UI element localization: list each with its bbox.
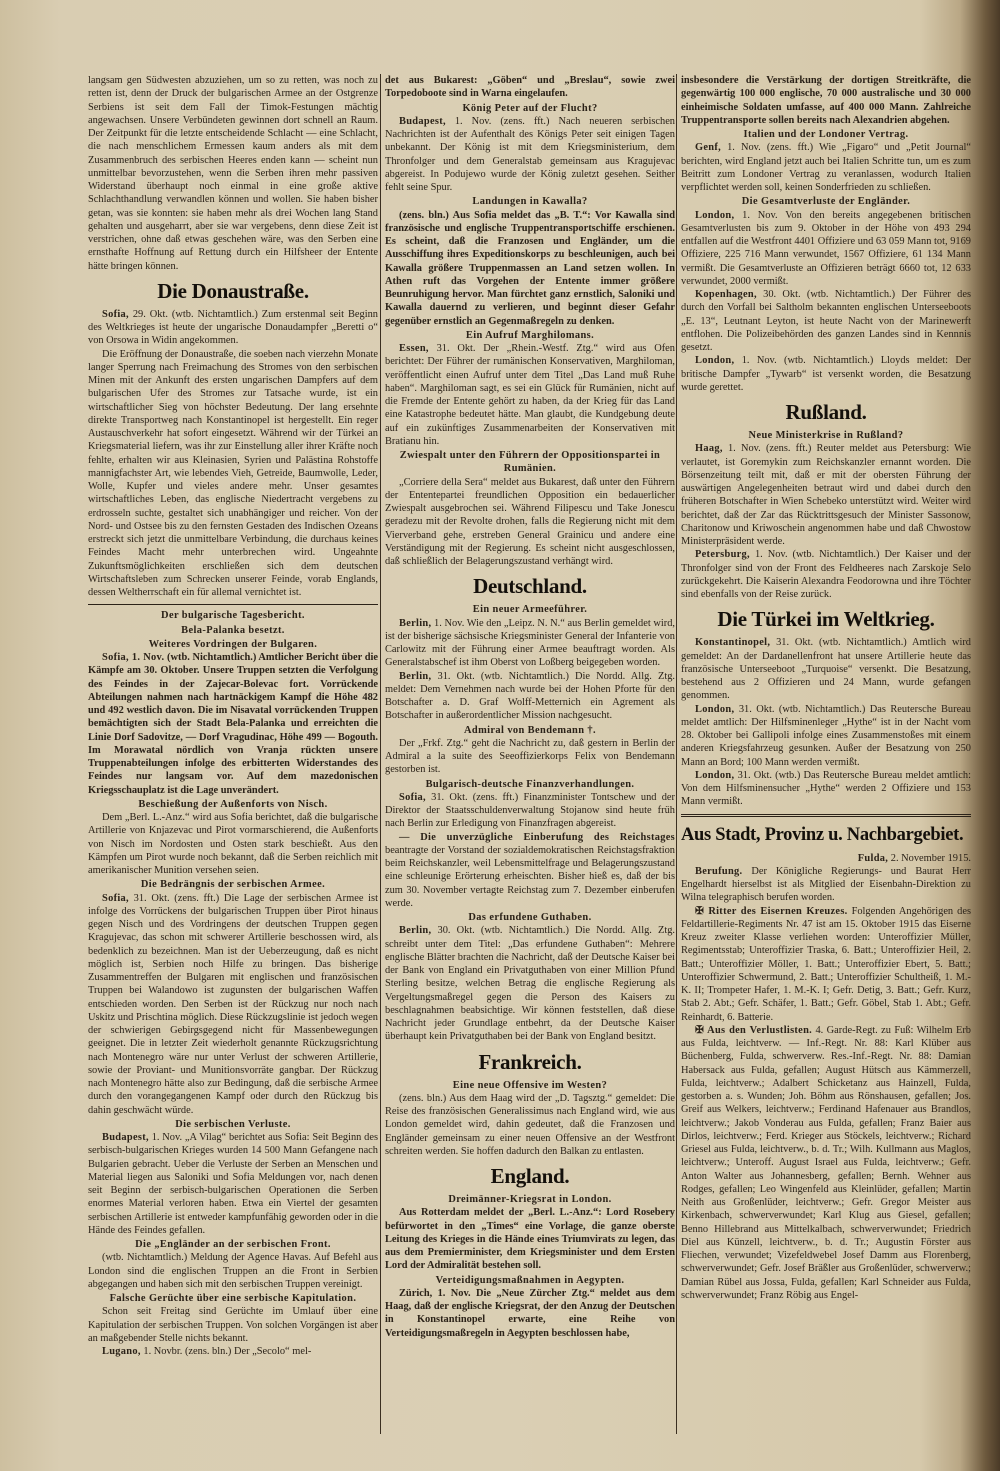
article-headline: Dreimänner-Kriegsrat in London.: [448, 1194, 612, 1205]
paragraph-text: 1. Nov. (zens. fft.) Nach neueren serbischen Nachrichten ist der Aufenthalt des Königs Peter seit einigen Tagen unbekannt. Der König ist mit dem Kriegsministerium, dem Thronfolger und dem Generalstab gemeinsam aus Kragujevac abgereist. In Podujewo wurde der König zuletzt gesehen. Seither fehlt seine Spur.: [385, 115, 675, 193]
paragraph-text: Der „Frkf. Ztg.“ geht die Nachricht zu, daß gestern in Berlin der Admiral a la suite des Seeoffizierkorps Felix von Bendemann gestorben ist.: [385, 737, 675, 776]
article-paragraph: [88, 348, 378, 600]
paragraph-text: 31. Okt. (zens. fft.) Finanzminister Tontschew und der Direktor der Staatsschuldenverwaltung Stojanow sind heute früh nach Berlin zur Erledigung von Finanzfragen abgereist.: [385, 791, 675, 830]
dateline: ✠ Aus den Verlustlisten.: [695, 1024, 813, 1036]
paragraph-text: Die Eröffnung der Donaustraße, die soeben nach vierzehn Monate langer Sperrung nach Freimachung des Stromes von den serbischen Minen mit der Ankunft des ersten ungarischen Dampfers auf dem bulgarischen Ufer des Stromes zur Tatsache wurde, ist ein wirtschaftlicher Sieg von höchster Bedeutung. Der lang ersehnte direkte Transportweg nach Konstantinopel ist hergestellt. Ein reger Austauschverkehr hat sofort eingesetzt. Während wir der Türkei an Kriegsmaterial liefern, was ihr zur Einstellung aller ihrer Kräfte noch fehlte, erhalten wir aus Kleinasien, Syrien und Palästina Rohstoffe mannigfachster Art, wie lebendes Vieh, Getreide, Baumwolle, Leder, Wolle, Kupfer und vieles andere mehr. Unser gesamtes wirtschaftliches Leben, das englische Niedertracht vergebens zu erdrosseln suchte, gestaltet sich unabhängiger und reicher. Von der Nord- und Ostsee bis zu den fernsten Gestaden des Indischen Ozeans erstreckt sich jetzt die unmittelbare Verbindung, die durchaus keines Feindes Macht mehr unterbrechen wird. Ungeahnte Zukunftsmöglichkeiten erschließen sich dem deutschen Wirtschaftsleben zum Schrecken unserer Feinde, vorab Englands, dessen Weltherrschaft ein für allemal vernichtet ist.: [88, 348, 378, 598]
dateline: Konstantinopel,: [695, 637, 771, 649]
article-headline: Bela-Palanka besetzt.: [181, 624, 285, 636]
article-headline: Die serbischen Verluste.: [175, 1118, 291, 1130]
section-heading: Aus Stadt, Provinz u. Nachbargebiet.: [681, 824, 964, 845]
article-paragraph: [385, 1206, 675, 1272]
article-paragraph: [88, 74, 378, 273]
column-divider: [380, 74, 381, 1434]
dateline: — Die unverzügliche Einberufung des Reichstages: [399, 831, 675, 843]
article-paragraph: [385, 737, 675, 777]
dateline: Budapest,: [102, 1132, 149, 1143]
dateline: Berlin,: [399, 617, 432, 629]
paragraph-text: (zens. bln.) Aus dem Haag wird der „D. Tagsztg.“ gemeldet: Die Reise des französischen Generalissimus nach England wird, wie aus London gemeldet wird, dahin gedeutet, daß die Franzosen und Engländer gemeinsam zu einer neuen Offensive an der Westfront schreiten werden. Sie hoffen dadurch den Balkan zu entlasten.: [385, 1092, 675, 1157]
article-paragraph: [88, 1345, 378, 1358]
article-headline: Bulgarisch-deutsche Finanzverhandlungen.: [425, 778, 635, 790]
dateline: Sofia,: [102, 892, 129, 904]
article-paragraph: [681, 769, 971, 809]
section-heading: Die Donaustraße.: [157, 278, 309, 303]
dateline: Essen,: [399, 343, 429, 354]
dateline: Sofia,: [399, 791, 426, 803]
article-paragraph: [88, 811, 378, 877]
paragraph-text: Dem „Berl. L.-Anz.“ wird aus Sofia berichtet, daß die bulgarische Artillerie von Knjazevac und Pirot vormarschierend, die Außenforts von Nisch im Nordosten und Osten stark beschießt. Aus den Kämpfen um Pirot wurde noch bekannt, daß die Serben reichlich mit amerikanischer Munition versehen seien.: [88, 812, 378, 876]
paragraph-text: 30. Okt. (wtb. Nichtamtlich.) Die Nordd. Allg. Ztg. schreibt unter dem Titel: „Das erfundene Guthaben“: Mehrere englische Blätter brachten die Nachricht, daß der Deutsche Kaiser bei der Bank von England ein Privatguthaben von einer Million Pfund Sterling besitze, welchen Betrag die englische Regierung als Vergeltungsmaßregel gegen die Person des Kaisers zu beschlagnahmen beabsichtige. Wir können feststellen, daß diese Nachricht jeder Grundlage entbehrt, da der Deutsche Kaiser überhaupt kein Privatguthaben bei der Bank von England besitzt.: [385, 925, 675, 1043]
paragraph-text: (wtb. Nichtamtlich.) Amtlicher Bericht über die Kämpfe am 30. Oktober. Unsere Truppen setzten die Verfolgung des Feindes in der Zajecar-Bolevac fort. Vorrückende Abteilungen nahmen nach hartnäckigem Kampf die Höhe 482 und 492 westlich davon. Die im Nisavatal vorrückenden Truppen bemächtigten sich der Stadt Bela-Palanka und erreichten die Linie Dorf Sadovitze, — Dorf Vragudinac, Höhe 499 — Bogouth. Im Morawatal nördlich von Vranja rückten unsere Truppenabteilungen infolge des erbitterten Widerstandes des Feindes nur langsam vor. Auf dem mazedonischen Kriegsschauplatz ist die Lage unverändert.: [88, 652, 378, 796]
paragraph-text: (wtb. Nichtamtlich.) Meldung der Agence Havas. Auf Befehl aus London sind die englischen Truppen an die Front in Serbien abgegangen und haben sich mit den serbischen Truppen vereinigt.: [88, 1252, 378, 1290]
article-paragraph: [681, 905, 971, 1024]
paragraph-text: 31. Okt. (zens. fft.) Die Lage der serbischen Armee ist infolge des Vorrückens der bulgarischen Truppen über Pirot hinaus gegen Nisch und des Vordringens der deutschen Truppen gegen Kragujevac, das schon mit schwerer Artillerie beschossen wird, als bedenklich zu bezeichnen. Man ist der Ueberzeugung, daß es nicht möglich ist, Serbien noch Hilfe zu bringen. Das bisherige Zusammentreffen der Bulgaren mit englischen und französischen Truppen bei Walandowo ist zugunsten der bulgarischen Waffen entschieden worden. Den Serben ist der Rückzug nur noch nach Uskitz und Prischtina möglich. Diese Rückzugslinie ist jedoch wegen der schwierigen Gebirgsgegend nicht für Massenbewegungen geeignet. Die in letzter Zeit wiederholt genannte Rückzugsrichtung nach Montenegro wäre nur unter Verlust der schweren Artillerie, sowie der Proviant- und Munitionsvorräte gangbar. Der Rückzug nach Montenegro hätte also zur Bedingung, daß die serbische Armee durch den vorangegangenen Kampf oder durch den Rückzug bis dahin geschwächt würde.: [88, 892, 378, 1116]
article-headline: Beschießung der Außenforts von Nisch.: [138, 798, 328, 810]
dateline: Kopenhagen,: [695, 289, 757, 300]
article-paragraph: [385, 831, 675, 911]
paragraph-text: insbesondere die Verstärkung der dortigen Streitkräfte, die gegenwärtig 100 000 englische, 70 000 australische und 30 000 einheimische Soldaten umfasse, auf 400 000 Mann. Zahlreiche Truppentransporte sollen bereits nach Alexandrien abgehen.: [681, 75, 971, 126]
article-paragraph: [681, 548, 971, 601]
paragraph-text: (zens. bln.) Aus Sofia meldet das „B. T.“: Vor Kawalla sind französische und englische Truppentransportschiffe erschienen. Es scheint, daß die Franzosen und Engländer, um die Ausschiffung ihres Expeditionskorps zu beschleunigen, auch bei Kawalla größere Truppenmassen an Land setzen wollen. In Athen ruft das Vorgehen der Entente immer größere Beunruhigung hervor. Man fürchtet ganz ernstlich, Saloniki und Kawalla dauernd zu verlieren, und beginnt dieser Gefahr gegenüber ernstlich an Gegenmaßregeln zu denken.: [385, 209, 675, 327]
dateline: Berlin,: [399, 925, 432, 937]
article-paragraph: [385, 791, 675, 831]
dateline: London,: [695, 209, 735, 221]
article-paragraph: [385, 924, 675, 1043]
section-heading: Frankreich.: [478, 1049, 582, 1074]
article-headline: Falsche Gerüchte über eine serbische Kapitulation.: [109, 1293, 357, 1304]
article-headline: Neue Ministerkrise in Rußland?: [748, 430, 904, 441]
article-paragraph: [385, 670, 675, 723]
dateline: London,: [695, 355, 735, 367]
paragraph-text: 2. November 1915.: [888, 852, 971, 864]
paragraph-text: 1. Nov. Wie den „Leipz. N. N.“ aus Berlin gemeldet wird, ist der bisherige sächsische Kriegsminister General der Infanterie von Carlowitz mit der Führung einer Armee beauftragt worden. Als Generalstabschef ist ihm Oberst von Loßberg beigegeben worden.: [385, 617, 675, 669]
dateline: Genf,: [695, 142, 722, 154]
paragraph-text: 29. Okt. (wtb. Nichtamtlich.) Zum erstenmal seit Beginn des Weltkrieges ist heute der ungarische Donaudampfer „Beretti o“ von Orsowa in Widin angekommen.: [88, 308, 378, 347]
article-paragraph: [385, 209, 675, 328]
dateline: Sofia, 1. Nov.: [102, 652, 165, 663]
article-paragraph: [681, 442, 971, 548]
column-2: [385, 74, 675, 1340]
article-headline: König Peter auf der Flucht?: [462, 102, 598, 114]
column-1: [88, 74, 378, 1358]
paragraph-text: Zürich, 1. Nov. Die „Neue Zürcher Ztg.“ meldet aus dem Haag, daß der englische Kriegsrat, der den Anzug der Deutschen in Konstantinopel erwarte, eine Reihe von Verteidigungsmaßregeln in Aegypten beschlossen habe,: [385, 1287, 675, 1339]
article-headline: Landungen in Kawalla?: [472, 196, 588, 208]
section-divider: [88, 604, 378, 605]
article-paragraph: [681, 288, 971, 354]
article-paragraph: [88, 308, 378, 348]
paragraph-text: 1. Nov. Von den bereits angegebenen britischen Gesamtverlusten bis zum 9. Oktober in der Höhe von 493 294 entfallen auf die Westfront 4401 Offiziere und 63 059 Mann tot, 9169 Offiziere, 225 716 Mann verwundet, 1567 Offiziere, 61 134 Mann vermißt. Die Gesamtverluste an Offizieren beträgt 6660 tot, 12 633 verwundet, 2000 vermißt.: [681, 209, 971, 287]
paragraph-text: 1. Novbr. (zens. bln.) Der „Secolo“ mel-: [140, 1346, 312, 1357]
section-heading: Deutschland.: [473, 574, 587, 599]
article-headline: Italien und der Londoner Vertrag.: [743, 129, 909, 140]
article-headline: Die Bedrängnis der serbischen Armee.: [140, 879, 326, 891]
paragraph-text: 31. Okt. (wtb. Nichtamtlich.) Amtlich wird gemeldet: An der Dardanellenfront hat unsere Artillerie heute das französische Unterseeboot „Turquoise“ versenkt. Die Besatzung, bestehend aus 2 Offizieren und 24 Mann, wurde gefangen genommen.: [681, 637, 971, 702]
paragraph-text: 31. Okt. (wtb. Nichtamtlich.) Das Reutersche Bureau meldet amtlich: Der Hilfsminenleger „Hythe“ ist in der Nacht vom 28. Oktober bei Gallipoli infolge eines Zusammenstoßes mit einem anderen Kriegsfahrzeug gesunken. Außer der Besatzung von 250 Mann an Bord; 100 Mann werden vermißt.: [681, 703, 971, 768]
article-paragraph: [681, 1024, 971, 1302]
dateline: Budapest,: [399, 115, 446, 127]
article-paragraph: [88, 1251, 378, 1291]
dateline: Berufung.: [695, 865, 743, 877]
paragraph-text: 31. Okt. (wtb. Nichtamtlich.) Die Nordd. Allg. Ztg. meldet: Dem Vernehmen nach wurde bei der Hohen Pforte für den Botschafter a. D. Graf Wolff-Metternich ein Agrement als Botschafter in außerordentlicher Mission nachgesucht.: [385, 670, 675, 722]
article-paragraph: [681, 209, 971, 289]
article-paragraph: [385, 476, 675, 569]
paragraph-text: Schon seit Freitag sind Gerüchte im Umlauf über eine Kapitulation der serbischen Truppen. Von solchen Vorgängen ist aber an maßgebender Stelle nichts bekannt.: [88, 1306, 378, 1344]
article-headline: Eine neue Offensive im Westen?: [452, 1079, 608, 1091]
article-paragraph: [385, 1092, 675, 1158]
paragraph-text: 31. Okt. (wtb.) Das Reutersche Bureau meldet amtlich: Von dem Hilfsminensucher „Hythe“ werden 2 Offiziere und 153 Mann vermißt.: [681, 769, 971, 808]
dateline: Haag,: [695, 443, 723, 455]
article-paragraph: [385, 74, 675, 101]
dateline: ✠ Ritter des Eisernen Kreuzes.: [695, 905, 848, 917]
article-headline: Zwiespalt unter den Führern der Oppositionspartei in Rumänien.: [399, 450, 661, 475]
paragraph-text: 1. Nov. „A Vilag“ berichtet aus Sofia: Seit Beginn des serbisch-bulgarischen Krieges wurden 14 500 Mann Gefangene nach Bulgarien gebracht. Ueber die Verluste der Serben an Menschen und Material liegen aus Saloniki und Sofia Meldungen vor, nach denen seit Beginn der serbisch-bulgarischen Operationen die Serben enormes Material verloren haben. Etwa ein Viertel der gesamten serbischen Artillerie ist entweder kampfunfähig geworden oder in die Hände des Feindes gefallen.: [88, 1132, 378, 1236]
paragraph-text: Folgenden Angehörigen des Feldartillerie-Regiments Nr. 47 ist am 15. Oktober 1915 das Eiserne Kreuz zweiter Klasse verliehen worden: Unteroffizier Müller, Regimentsstab; Unteroffizier Traska, 6. Batt.; Unteroffizier Heil, 2. Batt.; Unteroffizier Möller, 1. Batt.; Unteroffizier Ebert, 5. Batt.; Unteroffizier Schwermund, 2. Batt.; Unteroffizier Schultheiß, 1. M.-K. II; Trompeter Hafer, 1. M.-K. I; Gefr. Detig, 3. Batt.; Gefr. Kurz, Stab 2. Abt.; Gefr. Schäfer, 1. Batt.; Gefr. Göbel, Stab 1. Abt.; Gefr. Reinhardt, 6. Batterie.: [681, 905, 971, 1023]
paragraph-text: 1. Nov. (zens. fft.) Wie „Figaro“ und „Petit Journal“ berichten, wird England jetzt auch bei Italien Schritte tun, um es zum Beitritt zum Londoner Vertrag zu veranlassen, wodurch Italien verpflichtet werden soll, keinen Sonderfrieden zu schließen.: [681, 142, 971, 193]
article-paragraph: [385, 342, 675, 448]
article-paragraph: [385, 617, 675, 670]
article-headline: Admiral von Bendemann †.: [464, 724, 596, 736]
article-paragraph: [88, 651, 378, 797]
dateline: Sofia,: [102, 308, 129, 320]
column-3: [681, 74, 971, 1302]
article-headline: Das erfundene Guthaben.: [468, 912, 592, 923]
section-heading: Rußland.: [785, 400, 867, 424]
paragraph-text: langsam gen Südwesten abzuziehen, um so zu retten, was noch zu retten ist, denn der Druck der bulgarischen Armee an der Ostgrenze Serbiens ist seit dem Fall der Timok-Festungen mächtig angewachsen. Unsere Verbündeten gewinnen dort schnell an Raum. Der Zeitpunkt für die letzte entscheidende Schlacht — eine Schlacht, die nach menschlichem Ermessen kaum anders als mit dem Zusammenbruch des serbischen Heeres enden kann — scheint nun unmittelbar bevorzustehen, wenn die Serben ihren mehr passiven Widerstand überhaupt noch einmal in eine große aktive Schlachthandlung verwandlen können und wollen. Sie haben bisher getan, was sie konnten: sie haben mehr als drei Wochen lang Stand gehalten und ausgeharrt, aber sie war vergebens, denn diese Zeit ist verstrichen, ohne daß etwas geschehen wäre, was den Serben eine ernsthafte Hoffnung auf Rettung durch ein Hilfsheer der Entente hätte bringen können.: [88, 75, 378, 272]
article-headline: Ein neuer Armeeführer.: [472, 604, 588, 616]
paragraph-text: beantragte der Vorstand der sozialdemokratischen Reichstagsfraktion beim Reichskanzler, weil Lebensmittelfrage und Belagerungszustand eine schleunige Erörterung erheischten. Bisher hieß es, daß der bis zum 30. November vertagte Reichstag zum 7. Dezember einberufen werde.: [385, 844, 675, 909]
article-headline: Die Gesamtverluste der Engländer.: [741, 196, 911, 208]
dateline: Petersburg,: [695, 549, 750, 561]
article-paragraph: [681, 74, 971, 127]
dateline: Lugano,: [102, 1346, 141, 1357]
article-paragraph: [385, 1287, 675, 1340]
dateline: Berlin,: [399, 670, 432, 682]
dateline: London,: [695, 769, 735, 781]
column-divider: [676, 74, 677, 1434]
dateline: Fulda,: [857, 852, 889, 864]
article-headline: Die „Engländer an der serbischen Front.: [135, 1239, 331, 1250]
article-headline: Weiteres Vordringen der Bulgaren.: [148, 638, 318, 650]
article-paragraph: [681, 703, 971, 769]
paragraph-text: 30. Okt. (wtb. Nichtamtlich.) Der Führer des durch den Vorfall bei Saltholm bekannten englischen Unterseeboots „E. 13“, Leutnant Leyton, ist heute Nacht von der Marinewerft entflohen. Die Polizeibehörden des ganzen Landes sind in Kennnis gesetzt.: [681, 289, 971, 353]
section-heading: England.: [490, 1164, 570, 1188]
article-headline: Ein Aufruf Marghilomans.: [465, 329, 595, 341]
article-paragraph: [681, 636, 971, 702]
paragraph-text: Aus Rotterdam meldet der „Berl. L.-Anz.“: Lord Rosebery befürwortet in den „Times“ eine Vorlage, die ganze oberste Leitung des Krieges in die Hände eines Triumvirats zu legen, das aus dem Premierminister, dem Kriegsminister und dem Ersten Lord der Admiralität bestehen soll.: [385, 1207, 675, 1272]
paragraph-text: 1. Nov. (zens. fft.) Reuter meldet aus Petersburg: Wie verlautet, ist Goremykin zum Reichskanzler ernannt worden. Die Börsenzeitung teilt mit, daß er mit der obersten Führung der auswärtigen Angelegenheiten betraut wird und dabei durch den früheren Botschafter in Wien Schebeko unterstützt wird. Weiter wird berichtet, daß der Zar das Rücktrittsgesuch der Minister Sassonow, Charitonow und Kriwoschein angenommen habe und daß Chwostow Ministerpräsident werde.: [681, 443, 971, 547]
article-paragraph: [88, 1305, 378, 1345]
article-paragraph: [88, 892, 378, 1117]
paragraph-text: 1. Nov. (wtb. Nichtamtlich.) Lloyds meldet: Der britische Dampfer „Tywarb“ ist versenkt worden, die Besatzung wurde gerettet.: [681, 355, 971, 393]
paragraph-text: Der Königliche Regierungs- und Baurat Herr Engelhardt hierselbst ist als Mitglied der Eisenbahn-Direktion zu Wilna telegraphisch berufen worden.: [681, 865, 971, 904]
dateline: London,: [695, 703, 735, 715]
article-paragraph: [681, 354, 971, 394]
article-paragraph: [88, 1131, 378, 1237]
paragraph-text: det aus Bukarest: „Göben“ und „Breslau“, sowie zwei Torpedoboote sind in Warna eingelaufen.: [385, 75, 675, 100]
paragraph-text: 1. Nov. (wtb. Nichtamtlich.) Der Kaiser und der Thronfolger sind von der Front des Feldheeres nach Zarskoje Selo zurückgekehrt. Die Kaiserin Alexandra Feodorowna und ihre Töchter sind ebenfalls von der Reise zurück.: [681, 549, 971, 600]
article-paragraph: [681, 141, 971, 194]
article-headline: Verteidigungsmaßnahmen in Aegypten.: [435, 1274, 625, 1286]
article-paragraph: [681, 852, 971, 865]
article-headline: Der bulgarische Tagesbericht.: [161, 610, 305, 622]
paragraph-text: 31. Okt. Der „Rhein.-Westf. Ztg.“ wird aus Ofen berichtet: Der Führer der rumänischen Konservativen, Marghiloman, veröffentlicht einen Aufruf unter dem Titel „Das Land muß Ruhe haben“. Marghiloman sagt, es sei ein Glück für Rumänien, nicht auf die Fremde der Entente gehört zu haben, da der Krieg für das Land eine Katastrophe bedeutet hätte. Man glaubt, die Kundgebung deute auf ein zukünftiges Zusammenarbeiten der Konservativen mit Bratianu hin.: [385, 343, 675, 447]
section-heading: Die Türkei im Weltkrieg.: [717, 607, 935, 632]
section-divider: [681, 814, 971, 817]
paragraph-text: „Corriere della Sera“ meldet aus Bukarest, daß unter den Führern der Ententepartei freundlichen Opposition ein bedauerlicher Zwiespalt ausgebrochen sei. Während Filipescu und Take Jonescu geradezu mit der Revolte drohen, falls die Regierung nicht mit dem Vierverband gehe, erstreben General Grainicu und andere eine Verständigung mit der Regierung. Es scheint nicht ausgeschlossen, daß schließlich der Belagerungszustand verhängt wird.: [385, 476, 675, 567]
paragraph-text: 4. Garde-Regt. zu Fuß: Wilhelm Erb aus Fulda, leichtverw. — Inf.-Regt. Nr. 88: Karl Klüber aus Büchenberg, Fulda, schwerverw. Res.-Inf.-Regt. Nr. 88: Damian Habersack aus Fulda, gefallen; August Hütsch aus Kämmerzell, Fulda, leichtverw.; Adalbert Schicketanz aus Hainzell, Fulda, gestorben a. s. Wunden; Joh. Böhm aus Rönshausen, gefallen; Jos. Greif aus Welkers, leichtverw.; Ferdinand Hafenauer aus Brandlos, leichtverw.; Jakob Vonderau aus Fulda, gefallen; Franz Baier aus Dirlos, leichtverw.; Ferd. Krieger aus Stöckels, leichtverw.; Richard Griesel aus Fulda, leichtverw., b. d. Tr.; Wilh. Kullmann aus Maglos, leichtverw.; Unteroff. August Israel aus Fulda, leichtverw.; Gefr. Anton Walter aus Johannesberg, gefallen; Bernh. Wehner aus Rodges, gefallen; Leo Wingenfeld aus Kleinlüder, gefallen; Martin Neith aus Großenlüder, leichtverw.; Gefr. Gregor Meister aus Kirkenbach, schwerverwundet; Karl Klug aus Giesel, gefallen; Benno Hillebrand aus Mittelkalbach, schwerverwundet; Friedrich Diel aus Künzell, leichtverw., b. d. Tr.; Augustin Förster aus Fliechen, verwundet; Vizefeldwebel Josef Damm aus Florenberg, schwerverwundet; Gefr. Josef Bräßler aus Großenlüder, schwerverw.; Damian Rübel aus Jossa, Fulda, gefallen; Karl Schneider aus Fulda, schwerverwundet; Franz Röbig aus Engel-: [681, 1024, 971, 1301]
article-paragraph: [681, 865, 971, 905]
article-paragraph: [385, 115, 675, 195]
